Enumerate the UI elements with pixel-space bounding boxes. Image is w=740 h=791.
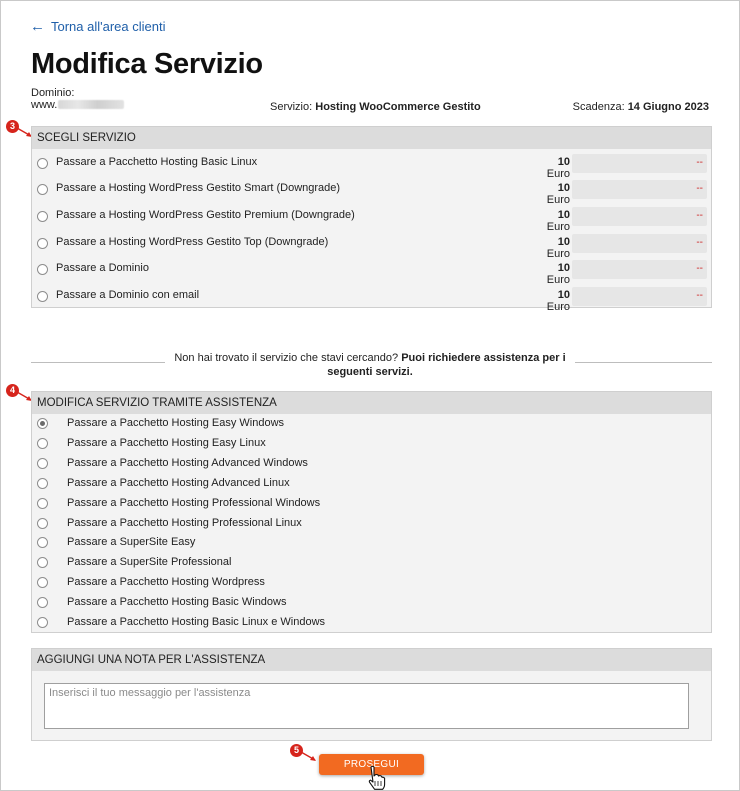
service-option-currency: Euro [546,194,570,206]
assistance-hint [170,351,570,379]
page-title: Modifica Servizio [31,48,263,80]
assist-option-radio[interactable] [37,458,48,469]
service-option-price [532,182,570,206]
service-option-total-value: -- [696,263,703,274]
divider-right [575,362,712,363]
assist-option-radio[interactable] [37,537,48,548]
assist-option-radio[interactable] [37,418,48,429]
service-option-row[interactable] [32,207,711,233]
service-option-currency: Euro [546,221,570,233]
service-option-label: Passare a Dominio [56,262,149,274]
service-option-label: Passare a Pacchetto Hosting Basic Linux [56,156,258,168]
assist-option-radio[interactable] [37,577,48,588]
step-4-badge: 4 [6,384,19,397]
assist-option-radio[interactable] [37,518,48,529]
note-header: AGGIUNGI UNA NOTA PER L'ASSISTENZA [32,649,711,671]
assist-option-radio[interactable] [37,478,48,489]
service-option-row[interactable] [32,180,711,206]
assist-option-radio[interactable] [37,557,48,568]
assist-service-header: MODIFICA SERVIZIO TRAMITE ASSISTENZA [32,392,711,414]
domain-value [31,99,124,111]
assist-option-row[interactable] [32,497,711,517]
service-option-price-value: 10 [557,182,570,194]
service-option-label: Passare a Dominio con email [56,289,200,301]
expiry-label: Scadenza: [572,101,625,113]
assist-option-row[interactable] [32,536,711,556]
assist-option-label: Passare a Pacchetto Hosting Easy Linux [67,436,266,449]
note-textarea[interactable]: Inserisci il tuo messaggio per l'assistenza [44,683,689,729]
service-option-label: Passare a Hosting WordPress Gestito Smart (Downgrade) [56,182,341,194]
service-option-total-value: -- [696,157,703,168]
service-option-total [572,287,707,306]
assist-option-radio[interactable] [37,498,48,509]
assist-option-row[interactable] [32,517,711,537]
step-5-badge: 5 [290,744,303,757]
assist-option-row[interactable] [32,596,711,616]
service-option-price [532,262,570,286]
service-option-radio[interactable] [37,211,48,222]
assist-option-label: Passare a SuperSite Easy [67,536,196,549]
assist-service-panel [31,391,712,633]
assist-option-label: Passare a Pacchetto Hosting Wordpress [67,576,265,589]
service-option-row[interactable] [32,260,711,286]
assist-option-row[interactable] [32,437,711,457]
assist-option-label: Passare a Pacchetto Hosting Advanced Windows [67,456,308,469]
service-option-price-value: 10 [557,262,570,274]
service-option-price-value: 10 [557,236,570,248]
step-3-badge: 3 [6,120,19,133]
domain-value-text: www. [31,99,58,111]
arrow-left-icon: ← [30,18,45,35]
service-option-total-value: -- [696,237,703,248]
service-option-total-value: -- [696,290,703,301]
prosegui-button[interactable]: PROSEGUI [319,754,424,775]
service-option-currency: Euro [546,168,570,180]
assist-option-label: Passare a Pacchetto Hosting Professional Windows [67,496,321,509]
choose-service-header: SCEGLI SERVIZIO [32,127,711,149]
service-option-currency: Euro [546,248,570,260]
service-option-price-value: 10 [557,156,570,168]
back-to-client-area-link[interactable] [30,19,166,34]
service-option-label: Passare a Hosting WordPress Gestito Top (Downgrade) [56,236,329,248]
assist-option-label: Passare a Pacchetto Hosting Easy Windows [67,417,285,429]
service-option-price-value: 10 [557,209,570,221]
service-option-total-value: -- [696,183,703,194]
assist-option-label: Passare a Pacchetto Hosting Basic Windows [67,596,287,609]
service-option-price-value: 10 [557,289,570,301]
back-link-label: Torna all'area clienti [51,19,166,34]
assist-option-row[interactable] [32,417,711,437]
service-option-radio[interactable] [37,264,48,275]
step-5-arrow-icon [300,751,318,763]
service-option-total [572,234,707,253]
assistance-hint-bold: Puoi richiedere assistenza per i seguenti servizi. [327,352,566,378]
service-option-price [532,236,570,260]
service-option-row[interactable] [32,154,711,180]
assist-option-row[interactable] [32,477,711,497]
service-option-row[interactable] [32,234,711,260]
assist-option-radio[interactable] [37,438,48,449]
assist-option-label: Passare a Pacchetto Hosting Basic Linux e Windows [67,616,326,628]
expiry-value: 14 Giugno 2023 [627,101,709,113]
service-option-price [532,289,570,313]
service-option-total [572,180,707,199]
service-option-price [532,209,570,233]
hand-cursor-icon [364,765,386,791]
assist-option-radio[interactable] [37,617,48,628]
service-option-total [572,207,707,226]
assist-option-label: Passare a Pacchetto Hosting Advanced Linux [67,476,290,489]
service-option-currency: Euro [546,301,570,313]
service-option-total [572,154,707,173]
service-info [270,101,481,113]
assist-option-label: Passare a Pacchetto Hosting Professional Linux [67,516,302,529]
assist-option-row[interactable] [32,457,711,477]
expiry-info [573,101,709,113]
service-option-price [532,156,570,180]
service-option-label: Passare a Hosting WordPress Gestito Premium (Downgrade) [56,209,355,221]
assistance-hint-text: Non hai trovato il servizio che stavi cercando? [174,352,399,364]
service-option-total [572,260,707,279]
service-option-row[interactable] [32,287,711,313]
note-panel [31,648,712,741]
service-option-radio[interactable] [37,158,48,169]
service-label: Servizio: [270,101,313,113]
choose-service-panel [31,126,712,313]
service-value: Hosting WooCommerce Gestito [315,101,481,113]
assist-option-row[interactable] [32,556,711,576]
assist-option-label: Passare a SuperSite Professional [67,556,232,569]
domain-label: Dominio: [31,87,75,99]
assist-option-row[interactable] [32,576,711,596]
service-option-radio[interactable] [37,184,48,195]
service-option-radio[interactable] [37,291,48,302]
divider-left [31,362,165,363]
service-option-currency: Euro [546,274,570,286]
service-option-radio[interactable] [37,238,48,249]
service-option-total-value: -- [696,210,703,221]
redacted-domain [58,100,124,109]
assist-option-row[interactable] [32,616,711,636]
assist-option-radio[interactable] [37,597,48,608]
